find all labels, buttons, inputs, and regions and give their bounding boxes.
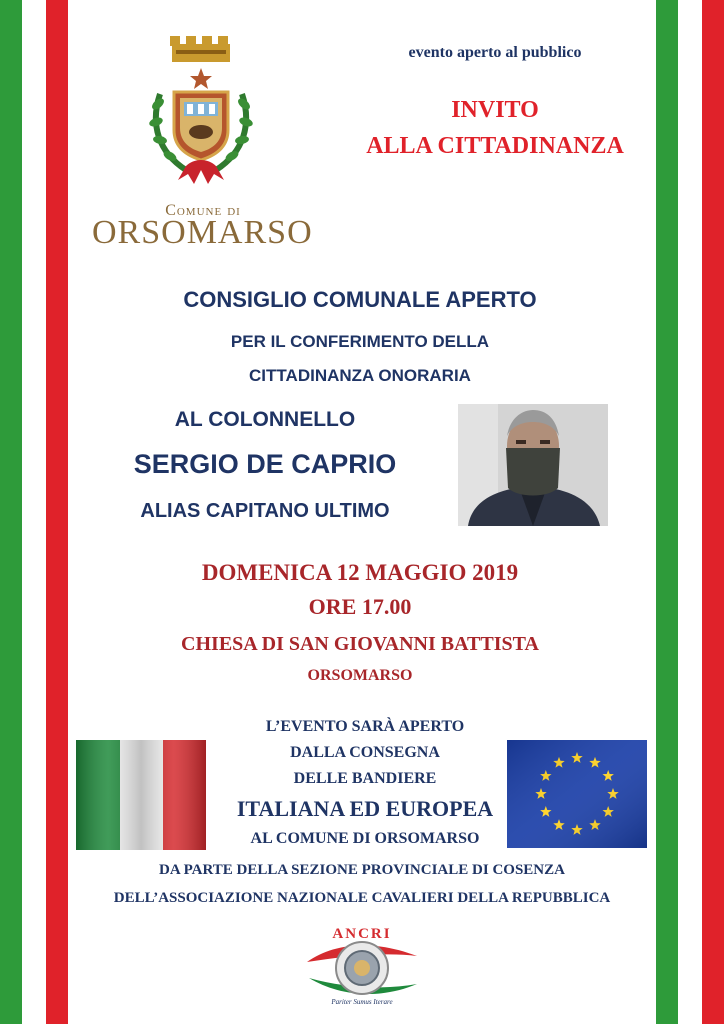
ceremony-line-1: L’EVENTO SARÀ APERTO: [265, 718, 465, 735]
ceremony-line-3: DELLE BANDIERE: [293, 770, 437, 787]
left-red-stripe: [46, 0, 68, 1024]
organizer-line-2: DELL’ASSOCIAZIONE NAZIONALE CAVALIERI DELLA REPUBBLICA: [113, 890, 611, 906]
right-white-stripe: [678, 0, 702, 1024]
event-purpose-line-2: CITTADINANZA ONORARIA: [249, 366, 471, 385]
event-venue: CHIESA DI SAN GIOVANNI BATTISTA: [181, 633, 539, 655]
honoree-name: SERGIO DE CAPRIO: [133, 449, 397, 479]
ancri-acronym: ANCRI: [332, 926, 392, 942]
right-green-stripe: [656, 0, 678, 1024]
invitation-heading: [345, 92, 645, 164]
comune-name: ORSOMARSO: [92, 214, 313, 251]
ceremony-line-2: DALLA CONSEGNA: [290, 744, 440, 761]
invitation-line-1: INVITO: [451, 97, 539, 123]
event-date: DOMENICA 12 MAGGIO 2019: [201, 560, 519, 585]
organizer-line-1: DA PARTE DELLA SEZIONE PROVINCIALE DI COSENZA: [159, 862, 565, 878]
european-flag-icon: [507, 740, 647, 848]
left-green-stripe: [0, 0, 22, 1024]
event-title: CONSIGLIO COMUNALE APERTO: [183, 287, 537, 312]
ancri-motto: Pariter Sumus Iterare: [331, 998, 393, 1006]
right-red-stripe: [702, 0, 724, 1024]
ancri-logo-icon: [305, 922, 420, 1007]
coat-of-arms-icon: [146, 34, 256, 194]
public-event-note: evento aperto al pubblico: [408, 44, 582, 61]
event-time: ORE 17.00: [308, 594, 412, 619]
invitation-line-2: ALLA CITTADINANZA: [366, 133, 624, 159]
honoree-rank: AL COLONNELLO: [174, 408, 356, 431]
event-town: ORSOMARSO: [307, 667, 413, 684]
ceremony-line-4: ITALIANA ED EUROPEA: [236, 796, 494, 821]
ceremony-line-5: AL COMUNE DI ORSOMARSO: [250, 830, 480, 847]
honoree-photo: [458, 404, 608, 526]
event-purpose-line-1: PER IL CONFERIMENTO DELLA: [230, 332, 490, 351]
left-white-stripe: [22, 0, 46, 1024]
italian-flag-icon: [76, 740, 206, 850]
honoree-alias: ALIAS CAPITANO ULTIMO: [140, 500, 390, 522]
comune-di-label: Comune di: [165, 202, 241, 219]
